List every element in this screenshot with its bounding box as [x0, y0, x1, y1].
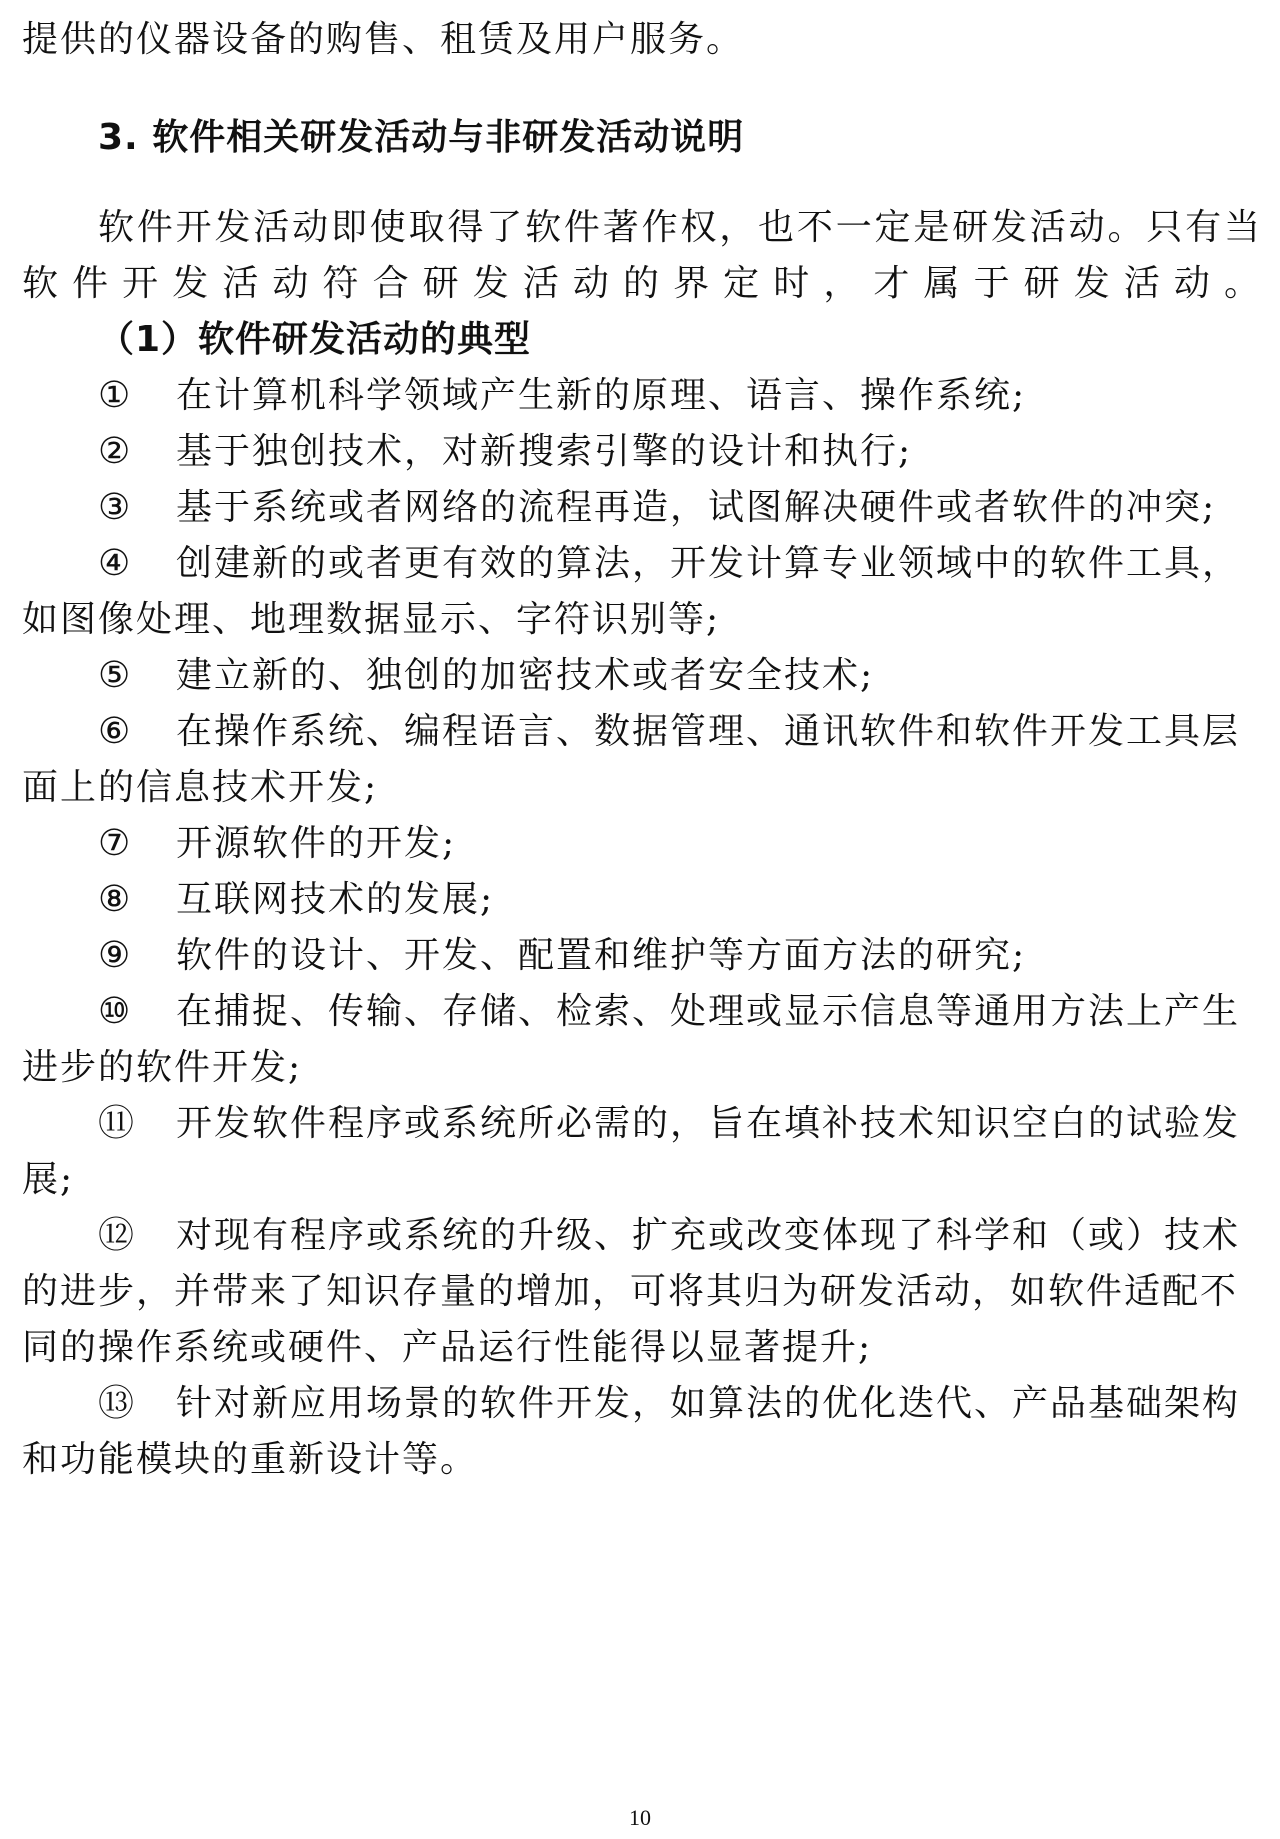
list-item — [98, 374, 1262, 418]
list-item — [98, 990, 1262, 1034]
item-number: ④ — [98, 543, 133, 584]
list-item — [98, 1102, 1262, 1146]
item-number: ⑫ — [98, 1215, 137, 1256]
item-text: 创建新的或者更有效的算法，开发计算专业领域中的软件工具， — [176, 543, 1241, 584]
item-text: 针对新应用场景的软件开发，如算法的优化迭代、产品基础架构 — [176, 1383, 1241, 1424]
subsection-title: （1）软件研发活动的典型 — [98, 319, 532, 360]
continuation-text: 提供的仪器设备的购售、租赁及用户服务。 — [22, 19, 745, 60]
item-continuation: 展; — [22, 1159, 75, 1200]
item-continuation: 同的操作系统或硬件、产品运行性能得以显著提升; — [22, 1327, 873, 1368]
item-text: 开发软件程序或系统所必需的，旨在填补技术知识空白的试验发 — [176, 1103, 1241, 1144]
intro-line-1: 软件开发活动即使取得了软件著作权，也不一定是研发活动。只有当 — [98, 207, 1262, 248]
item-number: ⑤ — [98, 655, 133, 696]
list-item — [98, 878, 1262, 922]
item-number: ⑧ — [98, 879, 133, 920]
item-text: 在操作系统、编程语言、数据管理、通讯软件和软件开发工具层 — [176, 711, 1241, 752]
item-text: 基于系统或者网络的流程再造，试图解决硬件或者软件的冲突; — [176, 487, 1217, 528]
item-text: 在计算机科学领域产生新的原理、语言、操作系统; — [176, 375, 1027, 416]
list-item — [98, 486, 1262, 530]
item-continuation: 进步的软件开发; — [22, 1047, 303, 1088]
list-item — [98, 710, 1262, 754]
item-number: ⑬ — [98, 1383, 137, 1424]
list-item — [98, 542, 1262, 586]
item-number: ⑩ — [98, 991, 133, 1032]
item-continuation: 和功能模块的重新设计等。 — [22, 1439, 479, 1480]
list-item — [98, 934, 1262, 978]
item-number: ⑦ — [98, 823, 133, 864]
item-number: ⑥ — [98, 711, 133, 752]
item-text: 建立新的、独创的加密技术或者安全技术; — [176, 655, 875, 696]
item-text: 开源软件的开发; — [176, 823, 457, 864]
section-title: 3. 软件相关研发活动与非研发活动说明 — [98, 117, 745, 158]
item-number: ⑨ — [98, 935, 133, 976]
item-text: 互联网技术的发展; — [176, 879, 495, 920]
item-continuation: 的进步，并带来了知识存量的增加，可将其归为研发活动，如软件适配不 — [22, 1271, 1239, 1312]
item-text: 基于独创技术，对新搜索引擎的设计和执行; — [176, 431, 913, 472]
item-text: 软件的设计、开发、配置和维护等方面方法的研究; — [176, 935, 1027, 976]
item-continuation: 如图像处理、地理数据显示、字符识别等; — [22, 599, 721, 640]
item-number: ③ — [98, 487, 133, 528]
list-item — [98, 654, 1262, 698]
list-item — [98, 430, 1262, 474]
item-text: 对现有程序或系统的升级、扩充或改变体现了科学和（或）技术 — [176, 1215, 1241, 1256]
page-number: 10 — [629, 1805, 651, 1830]
list-item — [98, 1214, 1262, 1258]
item-continuation: 面上的信息技术开发; — [22, 767, 379, 808]
intro-line-2: 软件开发活动符合研发活动的界定时，才属于研发活动。 — [22, 263, 1262, 304]
item-number: ① — [98, 375, 133, 416]
item-text: 在捕捉、传输、存储、检索、处理或显示信息等通用方法上产生 — [176, 991, 1241, 1032]
list-item — [98, 1382, 1262, 1426]
item-number: ② — [98, 431, 133, 472]
item-number: ⑪ — [98, 1103, 137, 1144]
list-item — [98, 822, 1262, 866]
